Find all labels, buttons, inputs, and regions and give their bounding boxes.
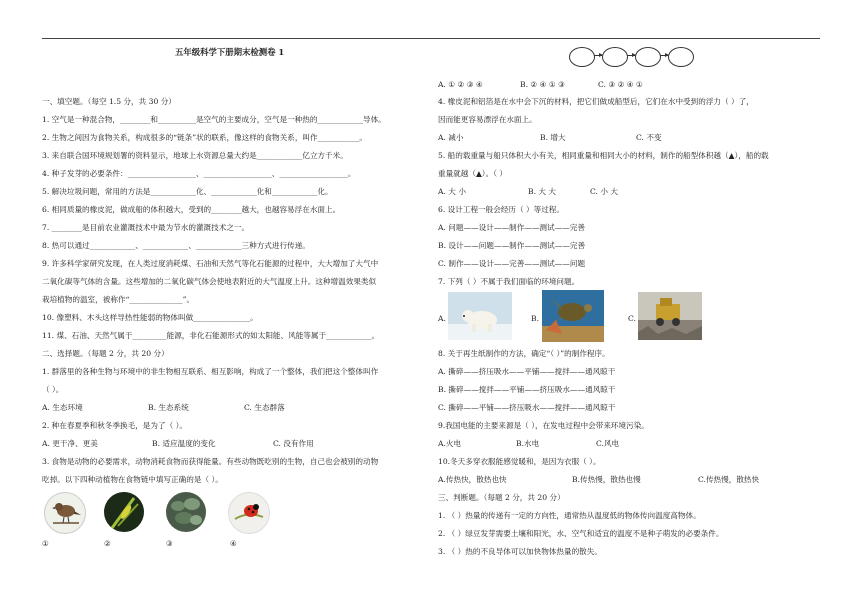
- choice-q1-opt-b: B. 生态系统: [148, 403, 189, 412]
- choice-q9: 9.我国电能的主要来源是（ ），在发电过程中会带来环境污染。: [438, 421, 649, 430]
- food-label-2: ②: [104, 539, 111, 548]
- seq-opt-a: A. ① ② ③ ④: [438, 80, 483, 89]
- judge-q3: 3. （ ）热的不良导体可以加快物体热量的散失。: [438, 547, 602, 556]
- choice-q5: 5. 船的载重量与船只体积大小有关，相同重量和相同大小的材料，制作的船型体积越（▲），船的载: [438, 151, 769, 160]
- q7-label-c: C.: [628, 314, 636, 323]
- food-chain-slot-4: [668, 47, 694, 67]
- chain-arrow-icon: [660, 55, 668, 56]
- fill-q10: 10. 像塑料、木头这样导热性能弱的物体叫做_______________。: [42, 313, 258, 322]
- choice-q4-cont: 因而能更容易漂浮在水面上。: [438, 115, 537, 124]
- food-chain-slot-2: [602, 47, 628, 67]
- section-fill-blank: 一、填空题。（每空 1.5 分，共 30 分）: [42, 97, 176, 106]
- fill-q9-cont1: 二氧化碳等气体的含量。这些增加的二氧化碳气体会使地表附近的大气温度上升。这种增温效果类似: [42, 277, 377, 286]
- choice-q10-opt-c: C.传热慢，散热快: [698, 475, 760, 484]
- fill-q2: 2. 生物之间因为食物关系，构成很多的“链条”状的联系，像这样的食物关系，叫作___________。: [42, 133, 367, 142]
- food-label-4: ④: [230, 539, 237, 548]
- choice-q6-opt-b: B. 设计——问题——制作——测试——完善: [438, 241, 586, 250]
- fill-q9: 9. 许多科学家研究发现，在人类过度消耗煤、石油和天然气等化石能源的过程中，大大增加了大气中: [42, 259, 379, 268]
- fill-q5: 5. 解决垃圾问题，常用的方法是____________化、____________化和____________化。: [42, 187, 333, 196]
- chain-arrow-icon: [627, 55, 635, 56]
- q7-label-a: A.: [438, 314, 446, 323]
- fill-q1: 1. 空气是一种混合物，________和__________是空气的主要成分，空气是一种热的____________导体。: [42, 115, 386, 124]
- polar-bear-image: [448, 292, 512, 340]
- food-label-1: ①: [42, 539, 49, 548]
- fill-q8: 8. 热可以通过____________、____________、____________三种方式进行传递。: [42, 241, 310, 250]
- choice-q1-opt-a: A. 生态环境: [42, 403, 83, 412]
- page-title: 五年级科学下册期末检测卷 1: [175, 47, 285, 57]
- choice-q9-opt-a: A.火电: [438, 439, 462, 448]
- plant-image: [166, 492, 206, 532]
- fill-q6: 6. 相同质量的橡皮泥，做成船的体积越大，受到的________越大，也越容易浮在水面上。: [42, 205, 341, 214]
- choice-q3: 3. 食物是动物的必要需求，动物消耗食物而获得能量。有些动物既吃别的生物，自己也会被别的动物: [42, 457, 379, 466]
- choice-q2-opt-c: C. 没有作用: [273, 439, 314, 448]
- choice-q6-opt-c: C. 制作——设计——完善——测试——问题: [438, 259, 586, 268]
- q7-label-b: B.: [531, 314, 539, 323]
- fill-q3: 3. 来自联合国环境规划署的资料显示，地球上水资源总量大约是____________亿立方千米。: [42, 151, 348, 160]
- choice-q4-opt-b: B. 增大: [540, 133, 566, 142]
- choice-q9-opt-b: B.水电: [516, 439, 540, 448]
- fill-q11: 11. 煤、石油、天然气属于_________能源，非化石能源形式的如太阳能、风能等属于____________。: [42, 331, 380, 340]
- choice-q6-opt-a: A. 问题——设计——制作——测试——完善: [438, 223, 585, 232]
- choice-q6: 6. 设计工程一般会经历（ ）等过程。: [438, 205, 564, 214]
- choice-q10-opt-a: A.传热快，散热也快: [438, 475, 507, 484]
- fill-q4: 4. 种子发芽的必要条件：__________________、__________________、__________________。: [42, 169, 356, 178]
- sea-turtle-image: [542, 290, 604, 342]
- section-choice: 二、选择题。（每题 2 分，共 20 分）: [42, 349, 169, 358]
- food-label-3: ③: [166, 539, 173, 548]
- top-rule: [42, 38, 820, 39]
- seq-opt-c: C. ③ ② ④ ①: [598, 80, 643, 89]
- choice-q5-cont: 重量就越（▲）。（ ）: [438, 169, 507, 178]
- choice-q10-opt-b: B.传热慢，散热也慢: [572, 475, 641, 484]
- choice-q8-opt-b: B. 撕碎——搅拌——平铺——挤压吸水——通风晾干: [438, 385, 616, 394]
- choice-q2: 2. 种在春夏季和秋冬季换毛，是为了（ ）。: [42, 421, 187, 430]
- food-chain-slot-1: [569, 47, 595, 67]
- choice-q10: 10.冬天多穿衣服能感觉暖和，是因为衣服（ ）。: [438, 457, 601, 466]
- choice-q1-cont: （ ）。: [42, 385, 64, 394]
- food-chain-slot-3: [635, 47, 661, 67]
- judge-q1: 1. （ ）热量的传递有一定的方向性，通常热从温度低的物体传向温度高物体。: [438, 511, 701, 520]
- choice-q1-opt-c: C. 生态群落: [244, 403, 285, 412]
- choice-q1: 1. 群落里的各种生物与环境中的非生物相互联系、相互影响，构成了一个整体，我们把这个整体叫作: [42, 367, 379, 376]
- choice-q4-opt-c: C. 不变: [636, 133, 662, 142]
- choice-q5-opt-a: A. 大 小: [438, 187, 466, 196]
- judge-q2: 2. （ ）绿豆发芽需要土壤和阳光，水、空气和适宜的温度不是种子萌发的必要条件。: [438, 529, 724, 538]
- choice-q5-opt-c: C. 小 大: [590, 187, 618, 196]
- choice-q5-opt-b: B. 大 大: [528, 187, 557, 196]
- choice-q8: 8. 关于再生纸制作的方法，确定“（ ）”的制作程序。: [438, 349, 610, 358]
- choice-q8-opt-c: C. 撕碎——平铺——挤压吸水——搅拌——通风晾干: [438, 403, 616, 412]
- choice-q4-opt-a: A. 减小: [438, 133, 464, 142]
- choice-q8-opt-a: A. 撕碎——挤压吸水——平铺——搅拌——通风晾干: [438, 367, 616, 376]
- section-judgement: 三、判断题。（每题 2 分，共 20 分）: [438, 493, 565, 502]
- seq-opt-b: B. ② ④ ① ③: [520, 80, 565, 89]
- bird-image: [44, 492, 86, 534]
- insect-on-plant-image: [104, 492, 144, 532]
- choice-q7: 7. 下列（ ）不属于我们面临的环境问题。: [438, 277, 580, 286]
- chain-arrow-icon: [594, 55, 602, 56]
- choice-q2-opt-b: B. 适应温度的变化: [152, 439, 216, 448]
- choice-q9-opt-c: C.风电: [596, 439, 620, 448]
- fill-q9-cont2: 栽培植物的温室，被称作“______________”。: [42, 295, 195, 304]
- ladybug-image: [228, 492, 270, 534]
- choice-q2-opt-a: A. 更干净、更美: [42, 439, 98, 448]
- choice-q4: 4. 橡皮泥和铝箔是在水中会下沉的材料，把它们做成船型后，它们在水中受到的浮力（ ）了，: [438, 97, 754, 106]
- landfill-image: [638, 292, 702, 340]
- fill-q7: 7. ________是目前农业灌溉技术中最为节水的灌溉技术之一。: [42, 223, 250, 232]
- choice-q3-cont: 吃掉。以下四种动植物在食物链中填写正确的是（ ）。: [42, 475, 223, 484]
